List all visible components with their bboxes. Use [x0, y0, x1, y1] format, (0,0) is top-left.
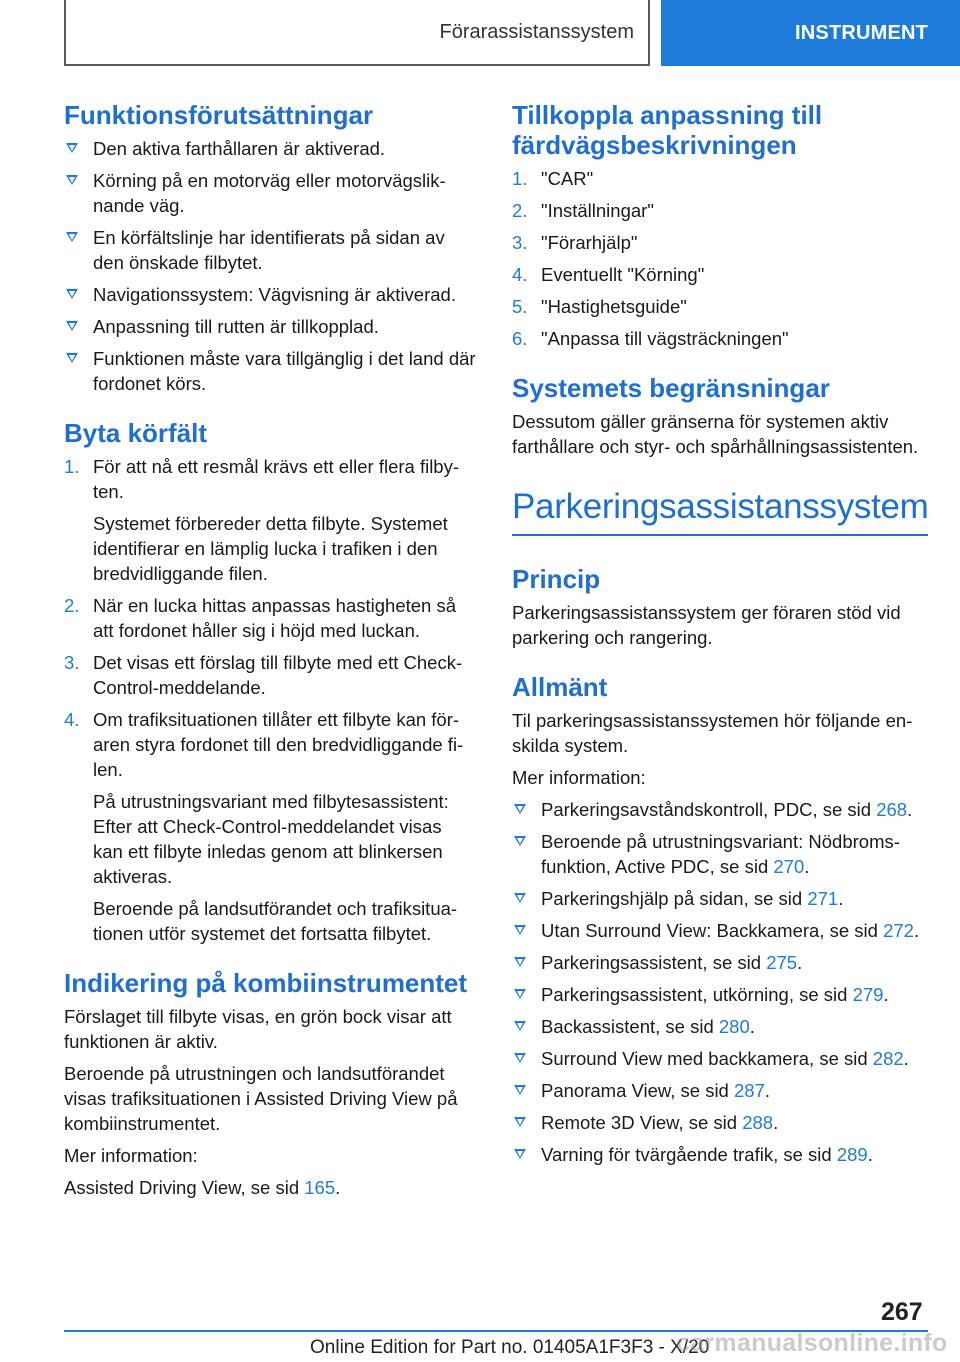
triangle-bullet-icon: [514, 1021, 526, 1031]
list-item: Parkeringsassistent, utkörning, se sid 279.: [512, 982, 928, 1007]
list-item: En körfältslinje har identifierats på sidan av den önskade filbytet.: [64, 225, 476, 275]
triangle-bullet-icon: [514, 925, 526, 935]
step-item: 1. "CAR": [512, 168, 594, 189]
list-item: Navigationssystem: Vägvisning är aktiverad.: [64, 282, 476, 307]
page-link[interactable]: 268: [876, 799, 908, 820]
list-item: Panorama View, se sid 287.: [512, 1078, 928, 1103]
triangle-bullet-icon: [514, 893, 526, 903]
heading-change-lane: Byta körfält: [64, 418, 208, 448]
list-item: Backassistent, se sid 280.: [512, 1014, 928, 1039]
triangle-bullet-icon: [66, 321, 78, 331]
step-item: 3. Det visas ett förslag till filbyte med ett Check-Control-meddelande.: [64, 652, 463, 698]
heading-route-adaptation: Tillkoppla anpassning till färdvägsbeskrivningen: [512, 100, 823, 160]
step-note: På utrustningsvariant med filbytesassistent: Efter att Check-Control-meddelandet visas kan ett filbyte inledas genom att blinkersen aktiveras.: [93, 791, 449, 887]
step-item: 2. "Inställningar": [512, 200, 654, 221]
parking-systems-list: [512, 797, 928, 1167]
list-item: Den aktiva farthållaren är aktiverad.: [64, 136, 476, 161]
step-item: 6. "Anpassa till vägsträckningen": [512, 328, 789, 349]
triangle-bullet-icon: [514, 957, 526, 967]
list-item: Funktionen måste vara tillgänglig i det land där fordonet körs.: [64, 346, 476, 396]
page-link[interactable]: 287: [734, 1080, 765, 1101]
header-chapter-title: INSTRUMENT: [795, 21, 929, 44]
page-link[interactable]: 275: [766, 952, 798, 973]
list-item: Anpassning till rutten är tillkopplad.: [64, 314, 476, 339]
step-item: 2. När en lucka hittas anpassas hastigheten så att fordonet håller sig i höjd med luckan.: [64, 595, 457, 641]
header-chapter-tab: [661, 0, 960, 66]
paragraph: Mer information:: [512, 767, 646, 788]
footer-edition: Online Edition for Part no. 01405A1F3F3 - X/20: [310, 1337, 710, 1358]
left-column: [64, 100, 476, 1207]
triangle-bullet-icon: [66, 232, 78, 242]
header-section-title: Förarassistanssystem: [439, 20, 634, 43]
route-steps: [512, 166, 928, 351]
prerequisites-list: [64, 136, 476, 396]
triangle-bullet-icon: [514, 836, 526, 846]
heading-system-limits: Systemets begränsningar: [512, 373, 830, 403]
page-link[interactable]: 272: [883, 920, 914, 941]
paragraph: Förslaget till filbyte visas, en grön bock visar att funktionen är aktiv.: [64, 1006, 452, 1052]
paragraph: Til parkeringsassistanssystemen hör följande enskilda system.: [512, 710, 913, 756]
change-lane-steps-cont: [64, 593, 476, 782]
page-link[interactable]: 271: [807, 888, 839, 909]
step-item: 4. Eventuellt "Körning": [512, 264, 705, 285]
list-item: Parkeringsassistent, se sid 275.: [512, 950, 928, 975]
step-note: Beroende på landsutförandet och trafiksituationen utför systemet det fortsatta filbytet.: [93, 898, 458, 944]
chapter-title: Parkeringsassistanssystem: [512, 485, 928, 536]
page-link[interactable]: 282: [872, 1048, 904, 1069]
triangle-bullet-icon: [66, 143, 78, 153]
right-column: [512, 100, 928, 1174]
header-section-tab: [64, 0, 650, 66]
watermark: carmanualsonline.info: [676, 1329, 948, 1357]
triangle-bullet-icon: [66, 289, 78, 299]
heading-principle: Princip: [512, 564, 601, 594]
triangle-bullet-icon: [66, 353, 78, 363]
page-link[interactable]: 165: [304, 1177, 336, 1198]
triangle-bullet-icon: [514, 1117, 526, 1127]
page-number: 267: [881, 1298, 923, 1326]
triangle-bullet-icon: [514, 1085, 526, 1095]
step-note: Systemet förbereder detta filbyte. Systemet identifierar en lämplig lucka i trafiken i den bredvidliggande filen.: [93, 513, 448, 584]
triangle-bullet-icon: [514, 1053, 526, 1063]
list-item: Beroende på utrustningsvariant: Nödbromsfunktion, Active PDC, se sid 270.: [512, 829, 928, 879]
page-link[interactable]: 289: [836, 1144, 868, 1165]
paragraph: Dessutom gäller gränserna för systemen aktiv farthållare och styr- och spårhållningsassistenten.: [512, 411, 919, 457]
page-link[interactable]: 270: [773, 856, 805, 877]
page-link[interactable]: 279: [852, 984, 884, 1005]
heading-general: Allmänt: [512, 672, 608, 702]
paragraph: Beroende på utrustningen och landsutförandet visas trafiksituationen i Assisted Driving View på kombiinstrumentet.: [64, 1063, 458, 1134]
step-item: 3. "Förarhjälp": [512, 232, 638, 253]
page-link[interactable]: 288: [742, 1112, 774, 1133]
list-item: Körning på en motorväg eller motorvägsliknande väg.: [64, 168, 476, 218]
list-item: Parkeringshjälp på sidan, se sid 271.: [512, 886, 928, 911]
list-item: Surround View med backkamera, se sid 282.: [512, 1046, 928, 1071]
step-item: 1. För att nå ett resmål krävs ett eller flera filbyten.: [64, 456, 460, 502]
heading-prerequisites: Funktionsförutsättningar: [64, 100, 374, 130]
paragraph: Parkeringsassistanssystem ger föraren stöd vid parkering och rangering.: [512, 602, 901, 648]
triangle-bullet-icon: [514, 804, 526, 814]
triangle-bullet-icon: [66, 175, 78, 185]
page-link[interactable]: 280: [718, 1016, 750, 1037]
list-item: Varning för tvärgående trafik, se sid 289.: [512, 1142, 928, 1167]
list-item: Remote 3D View, se sid 288.: [512, 1110, 928, 1135]
list-item: Utan Surround View: Backkamera, se sid 272.: [512, 918, 928, 943]
paragraph: Assisted Driving View, se sid 165.: [64, 1177, 341, 1198]
paragraph: Mer information:: [64, 1145, 198, 1166]
heading-instrument-display: Indikering på kombiinstrumentet: [64, 968, 468, 998]
step-item: 4. Om trafiksituationen tillåter ett filbyte kan föraren styra fordonet till den bredvidliggande filen.: [64, 709, 464, 780]
step-item: 5. "Hastighetsguide": [512, 296, 687, 317]
triangle-bullet-icon: [514, 989, 526, 999]
change-lane-steps: [64, 454, 476, 504]
triangle-bullet-icon: [514, 1149, 526, 1159]
list-item: Parkeringsavståndskontroll, PDC, se sid 268.: [512, 797, 928, 822]
